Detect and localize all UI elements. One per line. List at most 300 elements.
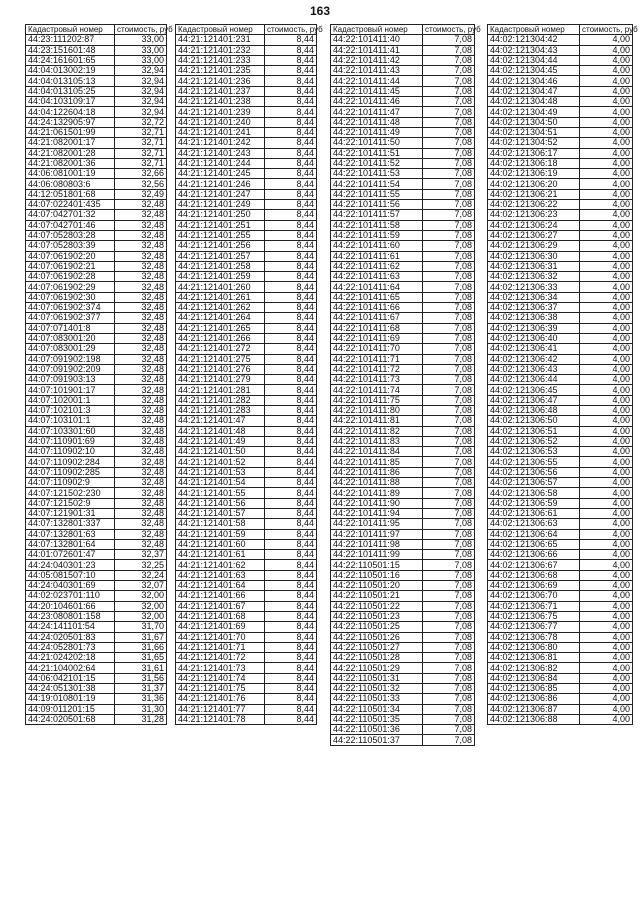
cost-cell: 7,08 xyxy=(423,35,475,45)
cadastral-number-cell: 44:21:121401:255 xyxy=(176,230,265,240)
cost-cell: 8,44 xyxy=(265,97,317,107)
cost-cell: 4,00 xyxy=(580,416,633,426)
table-row xyxy=(26,76,167,86)
table-row xyxy=(26,220,167,230)
table-row xyxy=(176,704,317,714)
cadastral-number-cell: 44:21:121401:279 xyxy=(176,375,265,385)
cost-cell: 4,00 xyxy=(580,292,633,302)
cadastral-number-cell: 44:22:101411:99 xyxy=(331,550,423,560)
cadastral-number-cell: 44:19:010801:19 xyxy=(26,694,115,704)
table-row xyxy=(331,282,475,292)
cost-cell: 32,94 xyxy=(115,76,167,86)
table-row xyxy=(331,66,475,76)
table-row xyxy=(331,200,475,210)
cost-cell: 4,00 xyxy=(580,251,633,261)
table-row xyxy=(176,169,317,179)
table-row xyxy=(331,570,475,580)
cost-cell: 32,25 xyxy=(115,560,167,570)
cadastral-number-cell: 44:21:121401:49 xyxy=(176,436,265,446)
cost-cell: 8,44 xyxy=(265,138,317,148)
table-row xyxy=(26,704,167,714)
cadastral-number-cell: 44:22:101411:54 xyxy=(331,179,423,189)
table-row xyxy=(331,395,475,405)
cost-cell: 32,48 xyxy=(115,519,167,529)
cadastral-number-cell: 44:02:121306:80 xyxy=(488,642,580,652)
cost-cell: 4,00 xyxy=(580,354,633,364)
cost-cell: 4,00 xyxy=(580,210,633,220)
cost-cell: 32,48 xyxy=(115,529,167,539)
table-row xyxy=(331,416,475,426)
cost-cell: 7,08 xyxy=(423,395,475,405)
cost-cell: 32,48 xyxy=(115,498,167,508)
table-row xyxy=(331,447,475,457)
table-row xyxy=(331,272,475,282)
cadastral-number-cell: 44:07:110902:9 xyxy=(26,478,115,488)
cost-cell: 7,08 xyxy=(423,436,475,446)
table-row xyxy=(331,303,475,313)
cost-cell: 7,08 xyxy=(423,230,475,240)
cost-cell: 32,48 xyxy=(115,385,167,395)
cost-cell: 32,37 xyxy=(115,550,167,560)
table-row xyxy=(26,405,167,415)
table-row xyxy=(176,642,317,652)
cost-cell: 7,08 xyxy=(423,76,475,86)
table-row xyxy=(26,35,167,45)
table-row xyxy=(331,632,475,642)
table-row xyxy=(176,632,317,642)
cadastral-number-cell: 44:02:121306:85 xyxy=(488,684,580,694)
table-row xyxy=(26,45,167,55)
cost-cell: 8,44 xyxy=(265,591,317,601)
cadastral-number-cell: 44:06:042101:15 xyxy=(26,673,115,683)
table-row xyxy=(26,611,167,621)
cost-cell: 7,08 xyxy=(423,673,475,683)
table-row xyxy=(176,107,317,117)
cadastral-number-cell: 44:21:121401:256 xyxy=(176,241,265,251)
cadastral-number-cell: 44:21:061501:99 xyxy=(26,127,115,137)
table-row xyxy=(176,189,317,199)
cadastral-number-cell: 44:22:101411:86 xyxy=(331,467,423,477)
table-row xyxy=(26,230,167,240)
table-row xyxy=(176,117,317,127)
table-row xyxy=(176,684,317,694)
cost-cell: 32,48 xyxy=(115,220,167,230)
cadastral-number-cell: 44:02:121306:86 xyxy=(488,694,580,704)
cost-cell: 8,44 xyxy=(265,529,317,539)
cadastral-number-cell: 44:07:061902:20 xyxy=(26,251,115,261)
cost-cell: 4,00 xyxy=(580,601,633,611)
table-row xyxy=(176,354,317,364)
cost-cell: 7,08 xyxy=(423,220,475,230)
cost-cell: 4,00 xyxy=(580,303,633,313)
cadastral-number-cell: 44:21:121401:275 xyxy=(176,354,265,364)
cadastral-number-cell: 44:21:082001:28 xyxy=(26,148,115,158)
cost-cell: 8,44 xyxy=(265,581,317,591)
cadastral-number-cell: 44:07:061902:28 xyxy=(26,272,115,282)
header-cost: стоимость, руб xyxy=(423,25,475,35)
cost-cell: 8,44 xyxy=(265,251,317,261)
cadastral-number-cell: 44:02:121306:32 xyxy=(488,272,580,282)
cost-cell: 32,56 xyxy=(115,179,167,189)
cadastral-number-cell: 44:21:121401:48 xyxy=(176,426,265,436)
table-row xyxy=(26,323,167,333)
cadastral-number-cell: 44:21:121401:265 xyxy=(176,323,265,333)
cadastral-number-cell: 44:02:121306:37 xyxy=(488,303,580,313)
table-row xyxy=(488,138,633,148)
table-row xyxy=(331,508,475,518)
table-row xyxy=(26,385,167,395)
cadastral-number-cell: 44:24:052801:73 xyxy=(26,642,115,652)
cost-cell: 31,30 xyxy=(115,704,167,714)
cost-cell: 8,44 xyxy=(265,694,317,704)
cost-cell: 31,65 xyxy=(115,653,167,663)
cadastral-number-cell: 44:22:101411:84 xyxy=(331,447,423,457)
table-row xyxy=(26,426,167,436)
table-row xyxy=(176,230,317,240)
cost-cell: 8,44 xyxy=(265,179,317,189)
cost-cell: 4,00 xyxy=(580,694,633,704)
cadastral-number-cell: 44:07:103101:1 xyxy=(26,416,115,426)
cadastral-number-cell: 44:21:121401:60 xyxy=(176,539,265,549)
cost-cell: 8,44 xyxy=(265,488,317,498)
cadastral-number-cell: 44:07:121502:230 xyxy=(26,488,115,498)
table-row xyxy=(488,364,633,374)
table-row xyxy=(331,663,475,673)
cost-cell: 7,08 xyxy=(423,611,475,621)
cadastral-number-cell: 44:24:020501:83 xyxy=(26,632,115,642)
cadastral-number-cell: 44:22:101411:44 xyxy=(331,76,423,86)
cost-cell: 4,00 xyxy=(580,385,633,395)
table-row xyxy=(26,148,167,158)
cost-cell: 4,00 xyxy=(580,66,633,76)
cadastral-number-cell: 44:07:091903:13 xyxy=(26,375,115,385)
cadastral-number-cell: 44:21:121401:260 xyxy=(176,282,265,292)
cadastral-number-cell: 44:02:121306:88 xyxy=(488,714,580,724)
cadastral-number-cell: 44:22:110501:28 xyxy=(331,653,423,663)
cost-cell: 8,44 xyxy=(265,220,317,230)
cadastral-number-cell: 44:21:121401:74 xyxy=(176,673,265,683)
table-row xyxy=(26,55,167,65)
table-row xyxy=(176,313,317,323)
table-row xyxy=(331,519,475,529)
cadastral-number-cell: 44:21:121401:52 xyxy=(176,457,265,467)
cadastral-number-cell: 44:07:052803:28 xyxy=(26,230,115,240)
header-cost: стоимость, руб xyxy=(265,25,317,35)
cost-cell: 7,08 xyxy=(423,45,475,55)
table-row xyxy=(331,436,475,446)
cost-cell: 4,00 xyxy=(580,570,633,580)
table-row xyxy=(488,179,633,189)
cadastral-number-cell: 44:02:121306:82 xyxy=(488,663,580,673)
table-row xyxy=(176,395,317,405)
cost-cell: 4,00 xyxy=(580,436,633,446)
cost-cell: 33,00 xyxy=(115,35,167,45)
cadastral-number-cell: 44:02:121306:21 xyxy=(488,189,580,199)
cost-cell: 8,44 xyxy=(265,632,317,642)
cost-cell: 7,08 xyxy=(423,581,475,591)
cadastral-number-cell: 44:02:121306:27 xyxy=(488,230,580,240)
cost-cell: 7,08 xyxy=(423,303,475,313)
cadastral-number-cell: 44:21:121401:249 xyxy=(176,200,265,210)
table-row xyxy=(176,714,317,724)
cost-cell: 32,48 xyxy=(115,333,167,343)
cost-cell: 8,44 xyxy=(265,230,317,240)
table-row xyxy=(488,642,633,652)
table-row xyxy=(331,498,475,508)
cadastral-number-cell: 44:21:121401:250 xyxy=(176,210,265,220)
table-row xyxy=(26,591,167,601)
cost-cell: 8,44 xyxy=(265,158,317,168)
table-row xyxy=(176,539,317,549)
table-row xyxy=(176,333,317,343)
cadastral-number-cell: 44:02:121304:52 xyxy=(488,138,580,148)
cadastral-number-cell: 44:02:121306:55 xyxy=(488,457,580,467)
cadastral-number-cell: 44:07:132801:63 xyxy=(26,529,115,539)
cadastral-number-cell: 44:21:121401:243 xyxy=(176,148,265,158)
cost-cell: 32,00 xyxy=(115,591,167,601)
table-row xyxy=(331,117,475,127)
cost-cell: 4,00 xyxy=(580,622,633,632)
cost-cell: 31,66 xyxy=(115,642,167,652)
table-row xyxy=(488,66,633,76)
cadastral-number-cell: 44:12:051801:68 xyxy=(26,189,115,199)
cost-cell: 4,00 xyxy=(580,364,633,374)
cadastral-number-cell: 44:22:110501:26 xyxy=(331,632,423,642)
cadastral-number-cell: 44:22:101411:58 xyxy=(331,220,423,230)
cadastral-number-cell: 44:22:101411:71 xyxy=(331,354,423,364)
cost-cell: 32,71 xyxy=(115,138,167,148)
cadastral-number-cell: 44:02:121306:30 xyxy=(488,251,580,261)
cadastral-number-cell: 44:23:080801:158 xyxy=(26,611,115,621)
table-row xyxy=(176,550,317,560)
cost-cell: 4,00 xyxy=(580,241,633,251)
cost-cell: 7,08 xyxy=(423,447,475,457)
table-row xyxy=(331,179,475,189)
cadastral-number-cell: 44:02:121306:41 xyxy=(488,344,580,354)
cost-cell: 8,44 xyxy=(265,395,317,405)
cost-cell: 8,44 xyxy=(265,375,317,385)
table-row xyxy=(488,241,633,251)
cost-cell: 32,00 xyxy=(115,611,167,621)
cost-cell: 33,00 xyxy=(115,45,167,55)
cost-cell: 4,00 xyxy=(580,97,633,107)
table-row xyxy=(488,55,633,65)
cadastral-number-cell: 44:07:022401:435 xyxy=(26,200,115,210)
table-row xyxy=(331,375,475,385)
cost-cell: 32,48 xyxy=(115,488,167,498)
table-row xyxy=(488,694,633,704)
cadastral-number-cell: 44:01:072601:47 xyxy=(26,550,115,560)
table-row xyxy=(26,303,167,313)
table-row xyxy=(26,478,167,488)
cost-cell: 32,48 xyxy=(115,230,167,240)
cost-cell: 4,00 xyxy=(580,426,633,436)
cost-cell: 4,00 xyxy=(580,405,633,415)
table-row xyxy=(331,148,475,158)
table-row xyxy=(331,529,475,539)
cadastral-number-cell: 44:21:121401:235 xyxy=(176,66,265,76)
cost-cell: 32,24 xyxy=(115,570,167,580)
cadastral-number-cell: 44:02:121306:63 xyxy=(488,519,580,529)
cadastral-number-cell: 44:07:121901:31 xyxy=(26,508,115,518)
table-row xyxy=(331,354,475,364)
cost-cell: 4,00 xyxy=(580,261,633,271)
cadastral-number-cell: 44:22:101411:95 xyxy=(331,519,423,529)
cadastral-number-cell: 44:22:110501:33 xyxy=(331,694,423,704)
table-row xyxy=(331,539,475,549)
table-row xyxy=(26,663,167,673)
cadastral-number-cell: 44:07:052803:39 xyxy=(26,241,115,251)
table-row xyxy=(488,663,633,673)
table-row xyxy=(331,581,475,591)
table-row xyxy=(331,725,475,735)
cost-cell: 4,00 xyxy=(580,508,633,518)
cost-cell: 8,44 xyxy=(265,508,317,518)
cost-cell: 8,44 xyxy=(265,313,317,323)
table-row xyxy=(176,529,317,539)
cadastral-number-cell: 44:02:121306:61 xyxy=(488,508,580,518)
cadastral-number-cell: 44:23:151601:48 xyxy=(26,45,115,55)
cadastral-number-cell: 44:22:101411:90 xyxy=(331,498,423,508)
cost-cell: 32,48 xyxy=(115,457,167,467)
cost-cell: 7,08 xyxy=(423,138,475,148)
cadastral-number-cell: 44:07:061902:377 xyxy=(26,313,115,323)
cost-cell: 32,49 xyxy=(115,189,167,199)
cadastral-number-cell: 44:21:121401:246 xyxy=(176,179,265,189)
cost-cell: 32,66 xyxy=(115,169,167,179)
cadastral-number-cell: 44:24:141101:54 xyxy=(26,622,115,632)
cost-cell: 7,08 xyxy=(423,292,475,302)
cost-cell: 32,48 xyxy=(115,282,167,292)
cost-cell: 8,44 xyxy=(265,55,317,65)
cadastral-number-cell: 44:22:101411:73 xyxy=(331,375,423,385)
cadastral-number-cell: 44:02:121306:18 xyxy=(488,158,580,168)
table-row xyxy=(176,611,317,621)
cost-cell: 32,48 xyxy=(115,354,167,364)
table-row xyxy=(26,127,167,137)
cadastral-number-cell: 44:21:121401:262 xyxy=(176,303,265,313)
cadastral-number-cell: 44:22:101411:85 xyxy=(331,457,423,467)
cadastral-number-cell: 44:22:101411:69 xyxy=(331,333,423,343)
cost-cell: 7,08 xyxy=(423,344,475,354)
cadastral-number-cell: 44:02:121306:44 xyxy=(488,375,580,385)
cost-cell: 31,56 xyxy=(115,673,167,683)
cost-cell: 8,44 xyxy=(265,107,317,117)
cost-cell: 32,48 xyxy=(115,426,167,436)
cadastral-number-cell: 44:02:121306:29 xyxy=(488,241,580,251)
cost-cell: 4,00 xyxy=(580,642,633,652)
cost-cell: 31,67 xyxy=(115,632,167,642)
cost-cell: 32,48 xyxy=(115,261,167,271)
table-row xyxy=(488,313,633,323)
cadastral-number-cell: 44:21:121401:272 xyxy=(176,344,265,354)
header-cost: стоимость, руб xyxy=(580,25,633,35)
cadastral-number-cell: 44:24:051301:38 xyxy=(26,684,115,694)
cost-cell: 8,44 xyxy=(265,560,317,570)
cost-cell: 4,00 xyxy=(580,591,633,601)
cost-cell: 8,44 xyxy=(265,478,317,488)
cadastral-number-cell: 44:22:110501:25 xyxy=(331,622,423,632)
cadastral-number-cell: 44:22:101411:67 xyxy=(331,313,423,323)
table-row xyxy=(331,76,475,86)
table-row xyxy=(488,714,633,724)
cost-cell: 7,08 xyxy=(423,385,475,395)
cadastral-number-cell: 44:22:110501:20 xyxy=(331,581,423,591)
cost-cell: 4,00 xyxy=(580,611,633,621)
table-row xyxy=(331,714,475,724)
cadastral-number-cell: 44:07:102001:1 xyxy=(26,395,115,405)
table-row xyxy=(488,478,633,488)
cadastral-number-cell: 44:21:121401:58 xyxy=(176,519,265,529)
cost-cell: 8,44 xyxy=(265,426,317,436)
cadastral-number-cell: 44:02:121306:17 xyxy=(488,148,580,158)
cost-cell: 8,44 xyxy=(265,200,317,210)
cadastral-number-cell: 44:06:081001:19 xyxy=(26,169,115,179)
cadastral-number-cell: 44:21:121401:261 xyxy=(176,292,265,302)
table-row xyxy=(331,653,475,663)
table-row xyxy=(488,220,633,230)
cadastral-number-cell: 44:04:103109:17 xyxy=(26,97,115,107)
cost-cell: 8,44 xyxy=(265,642,317,652)
table-row xyxy=(176,282,317,292)
table-row xyxy=(331,642,475,652)
table-row xyxy=(176,303,317,313)
table-row xyxy=(331,467,475,477)
cadastral-number-cell: 44:22:101411:81 xyxy=(331,416,423,426)
table-row xyxy=(331,550,475,560)
cost-cell: 32,48 xyxy=(115,251,167,261)
table-row xyxy=(26,158,167,168)
cadastral-number-cell: 44:21:121401:239 xyxy=(176,107,265,117)
table-row xyxy=(488,210,633,220)
table-row xyxy=(176,158,317,168)
cost-cell: 7,08 xyxy=(423,200,475,210)
table-row xyxy=(331,169,475,179)
table-row xyxy=(331,385,475,395)
cadastral-number-cell: 44:07:110902:284 xyxy=(26,457,115,467)
cost-cell: 8,44 xyxy=(265,714,317,724)
cadastral-number-cell: 44:02:121306:87 xyxy=(488,704,580,714)
cost-cell: 4,00 xyxy=(580,550,633,560)
table-row xyxy=(331,97,475,107)
table-row xyxy=(488,272,633,282)
table-row xyxy=(26,653,167,663)
cost-cell: 7,08 xyxy=(423,714,475,724)
table-row xyxy=(488,385,633,395)
table-row xyxy=(331,704,475,714)
cost-cell: 32,48 xyxy=(115,210,167,220)
cost-cell: 32,72 xyxy=(115,117,167,127)
table-row xyxy=(176,385,317,395)
cost-cell: 7,08 xyxy=(423,158,475,168)
cadastral-number-cell: 44:22:110501:15 xyxy=(331,560,423,570)
cadastral-number-cell: 44:02:121306:78 xyxy=(488,632,580,642)
cadastral-number-cell: 44:22:101411:51 xyxy=(331,148,423,158)
cadastral-number-cell: 44:21:121401:240 xyxy=(176,117,265,127)
cadastral-number-cell: 44:21:121401:63 xyxy=(176,570,265,580)
table-row xyxy=(26,97,167,107)
cost-cell: 4,00 xyxy=(580,498,633,508)
table-row xyxy=(488,447,633,457)
cost-cell: 7,08 xyxy=(423,478,475,488)
cadastral-number-cell: 44:21:024202:18 xyxy=(26,653,115,663)
table-row xyxy=(488,405,633,415)
table-row xyxy=(26,488,167,498)
cost-cell: 7,08 xyxy=(423,169,475,179)
cost-cell: 7,08 xyxy=(423,508,475,518)
cost-cell: 4,00 xyxy=(580,529,633,539)
cadastral-number-cell: 44:02:121306:58 xyxy=(488,488,580,498)
